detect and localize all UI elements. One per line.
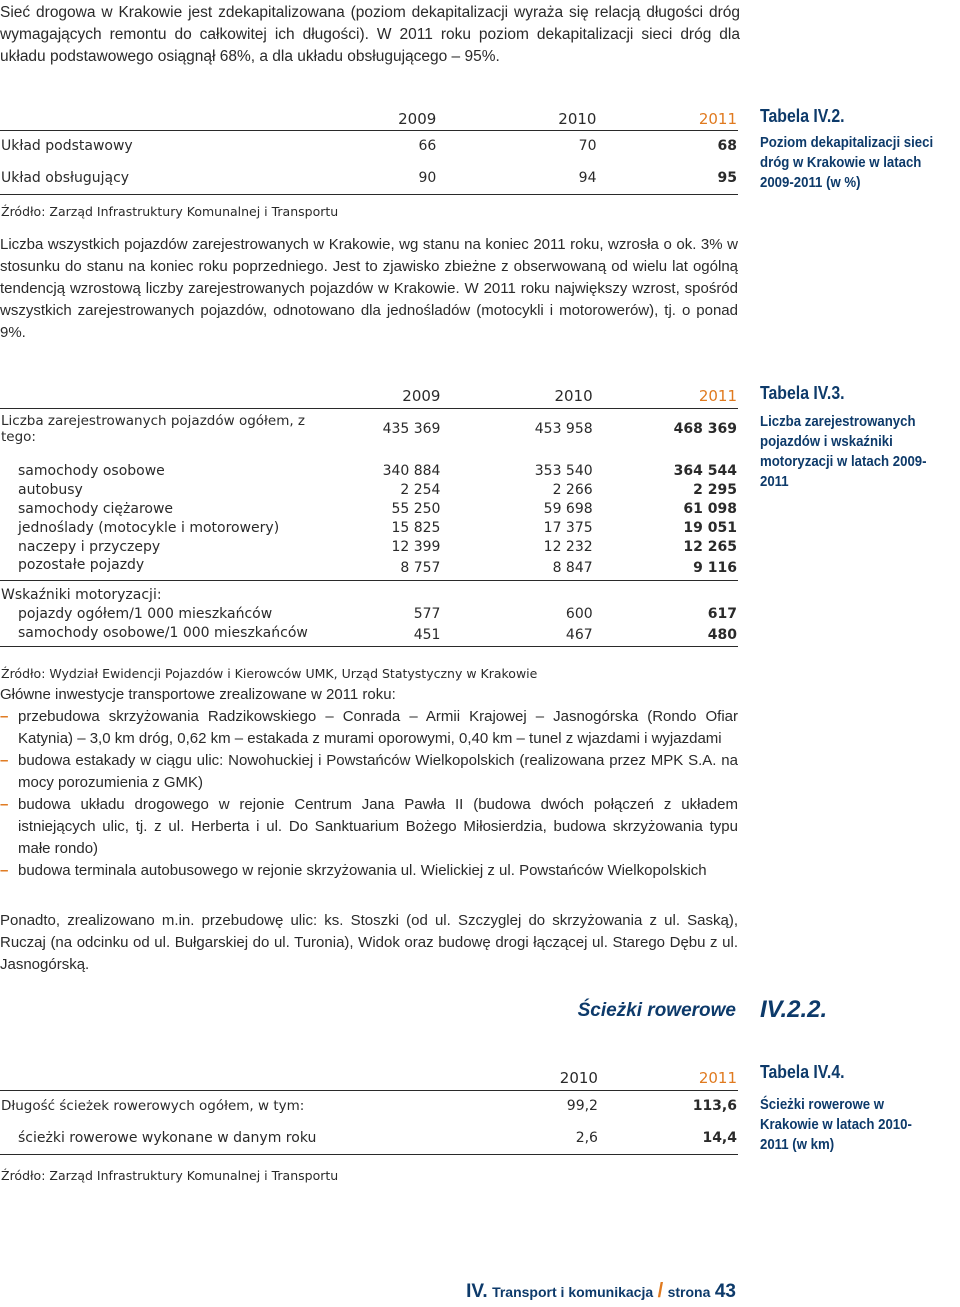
- cell: 12 399: [391, 538, 441, 555]
- list-item: – budowa układu drogowego w rejonie Centrum Jana Pawła II (budowa dwóch połączeń z układem istniejących ulic, tj. z ul. Herberta i ul. Do Sanktuarium Bożego Miłosierdzia, budowa skrzyżowania typu małe rondo): [0, 794, 738, 860]
- table-iv3-caption: [760, 383, 960, 492]
- caption-title: Tabela IV.4.: [760, 1062, 845, 1082]
- cell: 95: [717, 169, 737, 186]
- cell: 451: [413, 626, 441, 643]
- cell: 17 375: [543, 519, 593, 536]
- cell: 2 295: [693, 481, 737, 498]
- table-row: [0, 499, 738, 518]
- cell: 8 847: [552, 559, 593, 576]
- investments-list: [0, 706, 738, 882]
- table-row: [0, 624, 738, 646]
- table-iv2: [0, 108, 740, 228]
- cell: 353 540: [534, 463, 593, 479]
- cell: 70: [578, 138, 597, 155]
- row-label: jednoślady (motocykle i motorowery): [18, 519, 280, 536]
- caption-title: Tabela IV.3.: [760, 383, 845, 403]
- caption-description: Poziom dekapitalizacji sieci dróg w Krakowie w latach 2009-2011 (w %): [760, 134, 934, 191]
- cell: 55 250: [391, 500, 441, 517]
- cell: 61 098: [683, 500, 737, 517]
- page-footer: [440, 1280, 736, 1303]
- footer-separator: /: [657, 1280, 664, 1302]
- footer-page-label: strona: [667, 1284, 711, 1300]
- year-header: 2009: [402, 386, 441, 405]
- caption-description: Ścieżki rowerowe w Krakowie w latach 2010-2011 (w km): [760, 1096, 912, 1153]
- cell: 68: [717, 138, 737, 155]
- table-iv2-caption: [760, 106, 960, 193]
- cell: 435 369: [382, 421, 441, 438]
- cell: 15 825: [391, 519, 441, 536]
- row-label: Układ podstawowy: [1, 138, 133, 155]
- footer-chapter: IV.: [466, 1281, 488, 1302]
- cell: 113,6: [692, 1098, 737, 1115]
- row-label: autobusy: [18, 481, 83, 498]
- table-row: [0, 450, 738, 480]
- cell: 66: [418, 138, 437, 155]
- investments-heading: Główne inwestycje transportowe zrealizowane w 2011 roku:: [0, 686, 396, 703]
- table-iv4-caption: [760, 1062, 960, 1155]
- cell: 467: [565, 626, 593, 643]
- caption-description: Liczba zarejestrowanych pojazdów i wskaźniki motoryzacji w latach 2009-2011: [760, 413, 927, 490]
- table-row: [0, 604, 738, 624]
- table-source: Źródło: Zarząd Infrastruktury Komunalnej i Transportu: [1, 1168, 339, 1183]
- row-label: samochody osobowe: [18, 463, 165, 479]
- row-label: naczepy i przyczepy: [18, 538, 161, 555]
- row-label: pojazdy ogółem/1 000 mieszkańców: [18, 606, 273, 622]
- year-header: 2009: [398, 109, 437, 128]
- cell: 94: [578, 169, 597, 186]
- vehicles-paragraph: Liczba wszystkich pojazdów zarejestrowanych w Krakowie, wg stanu na koniec 2011 roku, wzrosła o ok. 3% w stosunku do stanu na koniec roku poprzedniego. Jest to zjawisko zbieżne z obserwowaną od wielu lat ogólną tendencją wzrostową liczby zarejestrowanych pojazdów w Krakowie. W 2011 roku największy wzrost, spośród wszystkich zarejestrowanych pojazdów, odnotowano dla jednośladów (motocykli i motorowerów), tj. o ponad 9%.: [0, 236, 738, 341]
- table-iv3: [0, 384, 740, 682]
- table-row: [0, 480, 738, 499]
- table-row: [0, 518, 738, 537]
- cell: 99,2: [566, 1098, 598, 1115]
- year-header: 2010: [559, 1068, 598, 1087]
- cell: 600: [565, 606, 593, 622]
- table-iv4: [0, 1066, 740, 1184]
- cell: 480: [707, 626, 737, 643]
- year-header: 2010: [558, 109, 597, 128]
- year-header: 2010: [554, 386, 593, 405]
- year-header: 2011: [698, 1068, 737, 1087]
- list-item: – budowa estakady w ciągu ulic: Nowohuckiej i Powstańców Wielkopolskich (realizowana przez MPK S.A. na mocy porozumienia z GMK): [0, 750, 738, 794]
- cell: 468 369: [673, 421, 737, 438]
- closing-paragraph: Ponadto, zrealizowano m.in. przebudowę ulic: ks. Stoszki (od ul. Szczyglej do skrzyżowania z ul. Saską), Ruczaj (na odcinku od ul. Bułgarskiej do ul. Turonia), Widok oraz budowę drogi łączącej ul. Starego Dębu z ul. Jasnogórską.: [0, 912, 738, 973]
- section-number: IV.2.2.: [760, 996, 828, 1023]
- section-title: Ścieżki rowerowe: [577, 1000, 736, 1021]
- footer-chapter-title: Transport i komunikacja: [492, 1284, 654, 1300]
- row-label: Liczba zarejestrowanych pojazdów ogółem, z tego:: [1, 413, 306, 446]
- investments-section: [0, 684, 738, 882]
- row-label: Długość ścieżek rowerowych ogółem, w tym:: [1, 1098, 305, 1115]
- table-row: [0, 580, 738, 604]
- cell: 12 265: [683, 538, 737, 555]
- table-source: Źródło: Zarząd Infrastruktury Komunalnej i Transportu: [1, 203, 339, 219]
- cell: 9 116: [693, 559, 737, 576]
- indicators-label: Wskaźniki motoryzacji:: [1, 587, 162, 603]
- cell: 59 698: [543, 500, 593, 517]
- row-label: samochody osobowe/1 000 mieszkańców: [18, 625, 308, 641]
- table-row: [0, 162, 738, 194]
- table-row: [0, 537, 738, 556]
- table-row: [0, 408, 738, 450]
- intro-paragraph: Sieć drogowa w Krakowie jest zdekapitalizowana (poziom dekapitalizacji wyraża się relacją długości dróg wymagających remontu do całkowitej ich długości). W 2011 roku poziom dekapitalizacji sieci dróg dla układu podstawowego osiągnął 68%, a dla układu obsługującego – 95%.: [0, 4, 740, 65]
- cell: 12 232: [543, 538, 593, 555]
- cell: 8 757: [400, 559, 441, 576]
- table-row: [0, 1090, 738, 1122]
- row-label: ścieżki rowerowe wykonane w danym roku: [18, 1129, 317, 1146]
- caption-title: Tabela IV.2.: [760, 106, 845, 126]
- year-header: 2011: [698, 109, 737, 128]
- table-row: [0, 556, 738, 580]
- cell: 453 958: [534, 421, 593, 438]
- year-header: 2011: [698, 386, 737, 405]
- table-row: [0, 130, 738, 162]
- list-item: – przebudowa skrzyżowania Radzikowskiego – Conrada – Armii Krajowej – Jasnogórska (Rondo Ofiar Katynia) – 3,0 km dróg, 0,62 km – estakada z murami oporowymi, 0,40 km – tunel z wjazdami i wyjazdami: [0, 706, 738, 750]
- cell: 577: [413, 606, 441, 622]
- row-label: samochody ciężarowe: [18, 500, 174, 517]
- table-row: [0, 1122, 738, 1154]
- cell: 14,4: [702, 1129, 737, 1146]
- cell: 2,6: [575, 1129, 598, 1146]
- row-label: Układ obsługujący: [1, 169, 130, 186]
- cell: 364 544: [673, 463, 737, 479]
- cell: 617: [707, 606, 737, 622]
- row-label: pozostałe pojazdy: [18, 557, 145, 573]
- cell: 2 266: [552, 481, 593, 498]
- cell: 90: [418, 169, 437, 186]
- cell: 19 051: [683, 519, 737, 536]
- list-item: – budowa terminala autobusowego w rejonie skrzyżowania ul. Wielickiej z ul. Powstańców Wielkopolskich: [0, 860, 738, 882]
- cell: 340 884: [382, 463, 441, 479]
- table-source: Źródło: Wydział Ewidencji Pojazdów i Kierowców UMK, Urząd Statystyczny w Krakowie: [1, 666, 538, 681]
- footer-page-number: 43: [714, 1281, 736, 1302]
- cell: 2 254: [400, 481, 441, 498]
